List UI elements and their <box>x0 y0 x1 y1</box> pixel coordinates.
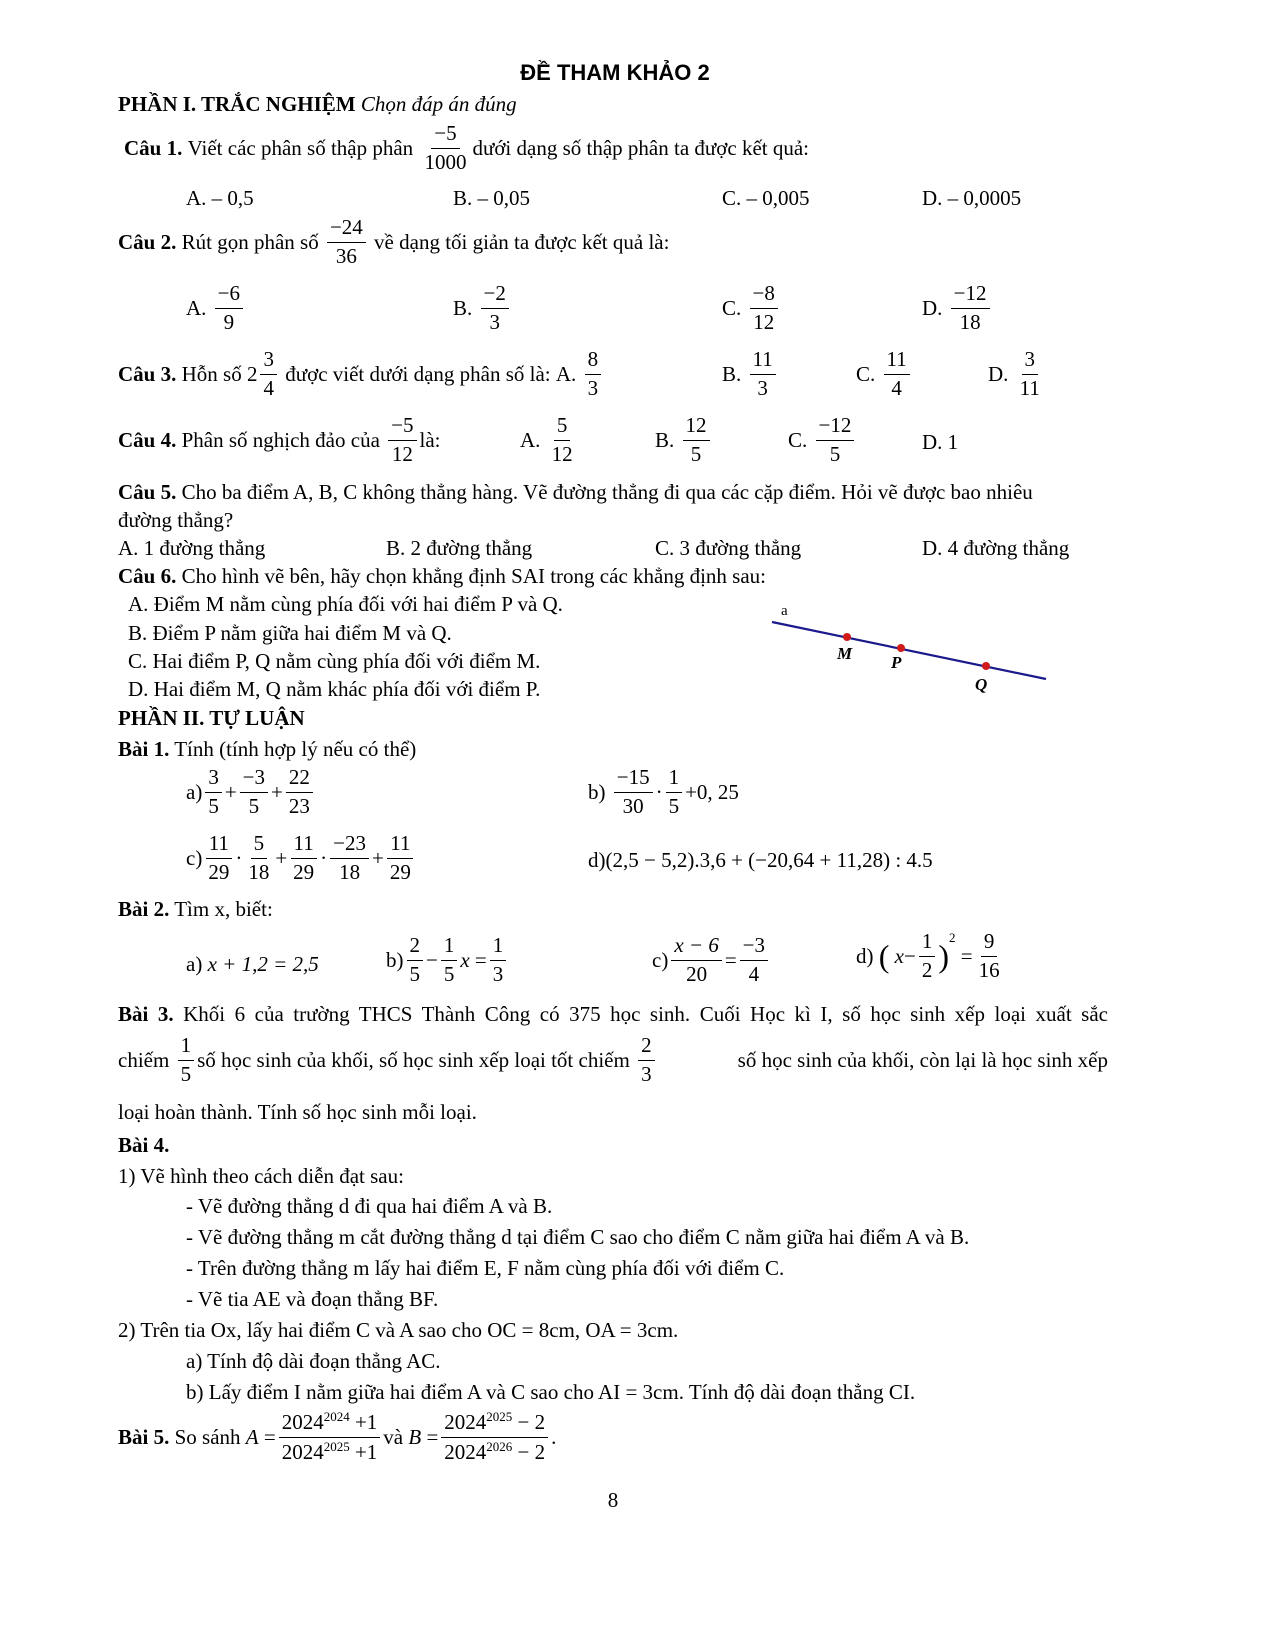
label-p: P <box>891 653 902 672</box>
bai-3-line2: chiếm $\frac{1}{5}$ số học sinh của khối, số học sinh xếp loại tốt chiếm $\frac{2}{3}$ số học sinh của khối, còn lại là học sinh xếp <box>118 1033 1108 1086</box>
bai2-a: a) x + 1,2 = 2,5 <box>186 952 319 976</box>
bai1-b: b) $\frac{-15}{30}$ · $\frac{1}{5}$ +0, 25 <box>588 765 739 818</box>
bai4-s1a: - Vẽ đường thẳng d đi qua hai điểm A và B. <box>186 1194 553 1218</box>
fraction: $\frac{-5}{1000}$ <box>424 121 467 174</box>
q3-option-d: D. $\frac{3}{11}$ <box>988 347 1040 400</box>
q5-option-d: D. 4 đường thẳng <box>922 536 1070 560</box>
bai1-c: c) $\frac{11}{29}$ · $\frac{5}{18}$ + $\frac{11}{29}$ · $\frac{-23}{18}$ + $\frac{11}{29}$ <box>186 832 417 884</box>
bai4-s2a: a) Tính độ dài đoạn thẳng AC. <box>186 1349 441 1373</box>
q1-option-b: B. – 0,05 <box>453 186 531 210</box>
bai2-c: c) $\frac{x - 6}{20}$ = $\frac{-3}{4}$ <box>652 934 771 986</box>
q1-option-c: C. – 0,005 <box>722 186 810 210</box>
bai4-s2b: b) Lấy điểm I nằm giữa hai điểm A và C sao cho AI = 3cm. Tính độ dài đoạn thẳng CI. <box>186 1380 916 1404</box>
q4-option-c: C. $\frac{-12}{5}$ <box>788 414 857 466</box>
page-number: 8 <box>607 1488 619 1512</box>
q2-option-b: B. $\frac{-2}{3}$ <box>453 282 512 334</box>
page-title: ĐỀ THAM KHẢO 2 <box>520 60 710 85</box>
bai2-d: d) ( x − $\frac{1}{2}$ ) $^2$ = $\frac{9}{16}$ <box>856 929 1000 982</box>
bai-4: Bài 4. <box>118 1133 170 1157</box>
q5-option-b: B. 2 đường thẳng <box>386 536 533 560</box>
q4-option-b: B. $\frac{12}{5}$ <box>655 414 713 466</box>
q3-option-b: B. $\frac{11}{3}$ <box>722 348 779 400</box>
question-6: Câu 6. Cho hình vẽ bên, hãy chọn khẳng định SAI trong các khẳng định sau: <box>118 564 766 588</box>
q6-option-d: D. Hai điểm M, Q nằm khác phía đối với điểm P. <box>128 677 541 701</box>
q2-option-c: C. $\frac{-8}{12}$ <box>722 282 781 334</box>
question-3: Câu 3. Hỗn số 2 $\frac{3}{4}$ được viết dưới dạng phân số là: A. $\frac{8}{3}$ <box>118 348 604 400</box>
label-q: Q <box>975 675 988 694</box>
bai4-s1c: - Trên đường thẳng m lấy hai điểm E, F nằm cùng phía đối với điểm C. <box>186 1256 785 1280</box>
label-m: M <box>837 644 853 663</box>
bai-2: Bài 2. Tìm x, biết: <box>118 897 273 921</box>
bai4-s2: 2) Trên tia Ox, lấy hai điểm C và A sao cho OC = 8cm, OA = 3cm. <box>118 1318 679 1342</box>
q1-option-a: A. – 0,5 <box>186 186 254 210</box>
line-label-a: a <box>781 603 788 619</box>
question-5-cont: đường thẳng? <box>118 508 234 532</box>
q6-option-a: A. Điểm M nằm cùng phía đối với hai điểm P và Q. <box>128 592 563 616</box>
bai-1: Bài 1. Tính (tính hợp lý nếu có thể) <box>118 737 417 761</box>
q4-option-a: A. $\frac{5}{12}$ <box>520 413 573 466</box>
q3-option-c: C. $\frac{11}{4}$ <box>856 348 913 400</box>
q1-option-d: D. – 0,0005 <box>922 186 1022 210</box>
part1-heading: PHẦN I. TRẮC NGHIỆM Chọn đáp án đúng <box>118 92 517 116</box>
point-m <box>843 633 851 641</box>
question-2: Câu 2. Rút gọn phân số $\frac{-24}{36}$ về dạng tối giản ta được kết quả là: <box>118 215 670 268</box>
point-p <box>897 644 905 652</box>
question-5: Câu 5. Cho ba điểm A, B, C không thẳng hàng. Vẽ đường thẳng đi qua các cặp điểm. Hỏi vẽ được bao nhiêu <box>118 480 1033 504</box>
bai1-d: d)(2,5 − 5,2).3,6 + (−20,64 + 11,28) : 4.5 <box>588 848 933 872</box>
line-figure <box>760 598 1060 698</box>
q2-option-a: A. $\frac{-6}{9}$ <box>186 282 246 334</box>
bai4-s1b: - Vẽ đường thẳng m cắt đường thẳng d tại điểm C sao cho điểm C nằm giữa hai điểm A và B. <box>186 1225 970 1249</box>
bai-3-line3: loại hoàn thành. Tính số học sinh mỗi loại. <box>118 1100 477 1124</box>
point-q <box>982 662 990 670</box>
question-1: Câu 1. Viết các phân số thập phân $\frac{-5}{1000}$ dưới dạng số thập phân ta được kết quả: <box>124 121 810 174</box>
q6-option-b: B. Điểm P nằm giữa hai điểm M và Q. <box>128 621 452 645</box>
q2-option-d: D. $\frac{-12}{18}$ <box>922 282 993 334</box>
question-4: Câu 4. Phân số nghịch đảo của $\frac{-5}{12}$ là: <box>118 413 441 466</box>
q6-option-c: C. Hai điểm P, Q nằm cùng phía đối với điểm M. <box>128 649 541 673</box>
part2-heading: PHẦN II. TỰ LUẬN <box>118 706 305 730</box>
bai4-s1d: - Vẽ tia AE và đoạn thẳng BF. <box>186 1287 439 1311</box>
q5-option-a: A. 1 đường thẳng <box>118 536 266 560</box>
bai4-s1: 1) Vẽ hình theo cách diễn đạt sau: <box>118 1164 404 1188</box>
line-a <box>772 622 1046 679</box>
bai2-b: b) $\frac{2}{5}$ − $\frac{1}{5}$ x = $\frac{1}{3}$ <box>386 934 509 986</box>
bai-5: Bài 5. So sánh A = $\frac{2024^{2024} +1}{2024^{2025} +1}$ và B = $\frac{2024^{2025} - 2}{2024^{2026} - 2}$ . <box>118 1409 557 1464</box>
bai-3-line1: Bài 3. Khối 6 của trường THCS Thành Công có 375 học sinh. Cuối Học kì I, số học sinh xếp loại xuất sắc <box>118 1002 1108 1026</box>
q5-option-c: C. 3 đường thẳng <box>655 536 802 560</box>
bai1-a: a) $\frac{3}{5}$ + $\frac{-3}{5}$ + $\frac{22}{23}$ <box>186 766 316 818</box>
q4-option-d: D. 1 <box>922 430 959 454</box>
